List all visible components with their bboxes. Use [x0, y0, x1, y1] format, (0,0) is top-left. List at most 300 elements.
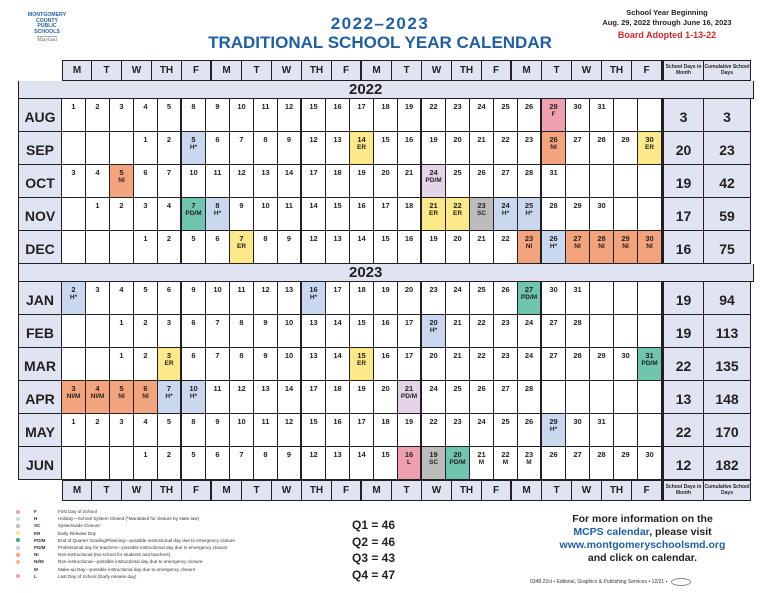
day-cell — [86, 315, 110, 348]
day-cell — [446, 198, 470, 231]
day-cell — [566, 447, 590, 480]
day-number: 22 — [453, 201, 462, 210]
day-cell — [278, 447, 302, 480]
day-cell — [542, 282, 566, 315]
day-cell — [422, 132, 446, 165]
day-cell — [614, 99, 638, 132]
weekday-header: T — [242, 480, 272, 501]
day-number: 14 — [357, 450, 366, 459]
day-number: 11 — [261, 417, 270, 426]
day-number: 2 — [166, 450, 172, 459]
day-cell — [302, 447, 326, 480]
day-number: 16 — [357, 201, 366, 210]
day-cell — [158, 348, 182, 381]
day-cell — [374, 231, 398, 264]
day-number: 27 — [573, 450, 582, 459]
days-in-month: 19 — [662, 165, 704, 198]
day-number: 11 — [285, 201, 293, 210]
day-cell — [230, 198, 254, 231]
day-cell — [566, 99, 590, 132]
logo-line: PUBLIC — [37, 23, 57, 30]
day-code: H* — [189, 392, 198, 400]
day-number: 7 — [239, 135, 244, 144]
day-cell — [566, 315, 590, 348]
day-cell — [326, 315, 350, 348]
day-cell — [614, 315, 638, 348]
legend-abbr: L — [34, 573, 37, 579]
day-number: 14 — [309, 201, 318, 210]
day-cell — [182, 132, 206, 165]
day-cell — [326, 165, 350, 198]
day-number: 10 — [284, 351, 294, 360]
day-cell — [374, 99, 398, 132]
day-cell — [494, 282, 518, 315]
day-number: 9 — [215, 417, 220, 426]
legend-item — [16, 522, 235, 529]
day-cell — [302, 381, 326, 414]
day-cell — [158, 315, 182, 348]
weekday-header: W — [422, 480, 452, 501]
day-number: 16 — [333, 417, 342, 426]
day-cell — [62, 282, 86, 315]
calendar-grid — [18, 60, 754, 501]
day-cell — [494, 414, 518, 447]
day-number: 6 — [143, 168, 148, 177]
legend-item — [16, 558, 235, 565]
legend-item — [16, 515, 235, 522]
mcps-logo — [22, 13, 72, 44]
day-cell — [614, 282, 638, 315]
day-number: 18 — [333, 168, 342, 177]
cumulative-days: 94 — [704, 282, 751, 315]
day-number: 1 — [71, 102, 76, 111]
day-number: 22 — [477, 318, 486, 327]
weekday-header: M — [362, 480, 392, 501]
weekday-header: T — [242, 60, 272, 81]
day-number: 5 — [119, 384, 124, 393]
day-number: 19 — [357, 168, 366, 177]
day-cell — [62, 315, 86, 348]
day-cell — [374, 348, 398, 381]
day-cell — [254, 447, 278, 480]
day-code: NI — [142, 392, 149, 400]
day-cell — [542, 231, 566, 264]
weekday-header: TH — [602, 60, 632, 81]
day-number: 10 — [237, 417, 246, 426]
day-cell — [446, 348, 470, 381]
day-number: 22 — [429, 417, 438, 426]
day-number: 29 — [621, 234, 630, 243]
day-cell — [230, 414, 254, 447]
day-number: 21 — [453, 318, 462, 327]
cumulative-days: 23 — [704, 132, 751, 165]
day-cell — [398, 231, 422, 264]
day-code: H* — [189, 143, 198, 151]
day-number: 8 — [191, 102, 196, 111]
day-number: 13 — [309, 351, 318, 360]
weekday-header: W — [122, 480, 152, 501]
quarter-1: Q1 = 46 — [352, 518, 396, 532]
day-number: 6 — [143, 384, 148, 393]
day-cell — [518, 348, 542, 381]
day-cell — [254, 282, 278, 315]
day-number: 22 — [501, 135, 510, 144]
day-number: 31 — [597, 102, 606, 111]
day-number: 20 — [429, 318, 438, 327]
weekday-header: W — [272, 480, 302, 501]
day-number: 25 — [501, 417, 510, 426]
day-number: 2 — [166, 234, 172, 243]
day-code: PD/M — [520, 293, 538, 301]
day-cell — [206, 198, 230, 231]
days-in-month: 19 — [662, 315, 704, 348]
footer — [530, 578, 760, 586]
day-cell — [110, 315, 134, 348]
day-number: 25 — [453, 168, 462, 177]
day-cell — [62, 99, 86, 132]
day-cell — [278, 165, 302, 198]
day-cell — [518, 414, 542, 447]
day-cell — [398, 165, 422, 198]
day-number: 3 — [71, 168, 76, 177]
day-cell — [182, 348, 206, 381]
day-number: 20 — [453, 234, 462, 243]
day-number: 20 — [453, 135, 462, 144]
day-cell — [326, 198, 350, 231]
day-cell — [110, 414, 134, 447]
day-number: 23 — [453, 417, 462, 426]
day-number: 17 — [333, 285, 342, 294]
day-number: 24 — [477, 102, 486, 111]
info-line: For more information on the — [572, 513, 713, 525]
day-number: 5 — [191, 135, 196, 144]
days-in-month: 22 — [662, 414, 704, 447]
day-cell — [374, 165, 398, 198]
day-cell — [182, 198, 206, 231]
day-number: 8 — [263, 450, 268, 459]
day-number: 16 — [309, 285, 318, 294]
day-number: 30 — [597, 201, 606, 210]
day-number: 17 — [309, 168, 318, 177]
day-number: 31 — [645, 351, 654, 360]
day-number: 18 — [381, 417, 390, 426]
day-cell — [494, 231, 518, 264]
day-cell — [590, 132, 614, 165]
day-cell — [254, 414, 278, 447]
legend-color-dot-icon — [16, 510, 20, 514]
day-cell — [542, 447, 566, 480]
weekday-header: F — [182, 480, 212, 501]
day-cell — [134, 165, 158, 198]
day-number: 5 — [119, 168, 124, 177]
day-number: 31 — [597, 417, 606, 426]
day-cell — [446, 99, 470, 132]
day-cell — [566, 231, 590, 264]
weekday-header: F — [182, 60, 212, 81]
day-cell — [638, 282, 662, 315]
day-cell — [542, 99, 566, 132]
day-cell — [494, 99, 518, 132]
day-number: 16 — [333, 102, 342, 111]
weekday-header: M — [62, 60, 92, 81]
day-code: NI — [525, 242, 533, 250]
day-number: 13 — [333, 234, 342, 243]
day-number: 12 — [261, 285, 270, 294]
day-number: 1 — [119, 351, 124, 360]
legend-item — [16, 566, 235, 573]
day-cell — [206, 348, 230, 381]
day-cell — [230, 99, 254, 132]
day-cell — [134, 381, 158, 414]
weekday-header: W — [122, 60, 152, 81]
day-number: 17 — [309, 384, 318, 393]
day-cell — [494, 132, 518, 165]
weekday-header: M — [512, 60, 542, 81]
month-row-mar — [18, 348, 754, 381]
legend — [16, 508, 235, 580]
day-cell — [326, 381, 350, 414]
day-code: ER — [356, 359, 367, 367]
legend-text: Systemwide Closure — [58, 523, 100, 529]
day-cell — [278, 315, 302, 348]
day-cell — [110, 447, 134, 480]
weekday-header: TH — [452, 480, 482, 501]
day-cell — [110, 348, 134, 381]
school-year-range: Aug. 29, 2022 through June 16, 2023 — [602, 18, 732, 27]
legend-abbr: ER — [34, 530, 41, 536]
day-cell — [302, 414, 326, 447]
day-number: 6 — [215, 450, 220, 459]
day-number: 5 — [191, 234, 196, 243]
day-cell — [590, 447, 614, 480]
footer-text: 0348.22ct • Editorial, Graphics & Publishing Services • 12/21 • — [530, 579, 668, 585]
day-number: 19 — [429, 135, 438, 144]
day-code: M — [526, 458, 532, 466]
day-code: H* — [525, 209, 533, 217]
day-cell — [158, 198, 182, 231]
day-number: 20 — [429, 351, 438, 360]
day-number: 16 — [404, 450, 414, 459]
day-number: 19 — [429, 234, 438, 243]
day-cell — [206, 315, 230, 348]
day-number: 9 — [286, 135, 292, 144]
day-number: 8 — [263, 234, 268, 243]
weekday-header: TH — [302, 60, 332, 81]
day-cell — [110, 231, 134, 264]
day-cell — [278, 132, 302, 165]
day-cell — [494, 447, 518, 480]
day-cell — [470, 165, 494, 198]
legend-color-dot-icon — [16, 553, 20, 557]
title-years: 2022–2023 — [330, 14, 430, 33]
day-cell — [182, 282, 206, 315]
day-number: 3 — [95, 285, 100, 294]
legend-text: Non-instructional—possible instructional day due to emergency closure — [58, 559, 203, 565]
day-number: 21 — [477, 234, 486, 243]
month-label: JUN — [18, 447, 62, 480]
day-number: 26 — [477, 384, 486, 393]
day-number: 30 — [573, 102, 582, 111]
day-number: 20 — [404, 285, 414, 294]
day-number: 8 — [263, 135, 268, 144]
day-cell — [566, 198, 590, 231]
day-number: 13 — [261, 384, 270, 393]
day-cell — [350, 282, 374, 315]
day-cell — [206, 282, 230, 315]
month-row-dec — [18, 231, 754, 264]
cumulative-days: 182 — [704, 447, 751, 480]
day-cell — [638, 447, 662, 480]
day-number: 21 — [453, 351, 462, 360]
day-number: 1 — [143, 135, 148, 144]
day-code: NI — [598, 242, 605, 250]
day-number: 12 — [309, 234, 318, 243]
month-label: APR — [18, 381, 62, 414]
day-cell — [398, 132, 422, 165]
day-number: 23 — [477, 201, 486, 210]
day-number: 2 — [166, 135, 172, 144]
legend-color-dot-icon — [16, 574, 20, 578]
day-number: 28 — [549, 201, 558, 210]
day-number: 2 — [143, 318, 148, 327]
day-number: 21 — [477, 135, 486, 144]
day-number: 16 — [404, 135, 414, 144]
day-code: F — [551, 110, 556, 118]
day-cell — [638, 348, 662, 381]
day-cell — [254, 348, 278, 381]
day-cell — [470, 231, 494, 264]
day-code: NI/M — [66, 392, 81, 400]
day-number: 25 — [477, 285, 486, 294]
days-in-month: 20 — [662, 132, 704, 165]
month-row-apr — [18, 381, 754, 414]
legend-color-dot-icon — [16, 538, 20, 542]
day-cell — [326, 132, 350, 165]
days-in-month: 13 — [662, 381, 704, 414]
day-cell — [254, 132, 278, 165]
quarter-totals — [352, 517, 395, 583]
day-number: 2 — [119, 201, 124, 210]
legend-abbr: PD/M — [34, 537, 46, 543]
day-cell — [62, 348, 86, 381]
day-cell — [86, 414, 110, 447]
day-number: 30 — [621, 351, 630, 360]
day-cell — [398, 282, 422, 315]
day-cell — [134, 348, 158, 381]
day-number: 21 — [429, 201, 438, 210]
day-cell — [230, 381, 254, 414]
day-code: PD/M — [400, 392, 418, 400]
day-number: 30 — [573, 417, 582, 426]
day-cell — [566, 414, 590, 447]
day-number: 16 — [404, 234, 414, 243]
cumulative-days: 75 — [704, 231, 751, 264]
day-number: 14 — [284, 168, 294, 177]
day-cell — [302, 282, 326, 315]
day-cell — [374, 381, 398, 414]
day-cell — [134, 315, 158, 348]
day-number: 5 — [143, 285, 148, 294]
day-cell — [254, 198, 278, 231]
day-number: 4 — [95, 168, 100, 177]
day-number: 20 — [453, 450, 462, 459]
day-cell — [206, 414, 230, 447]
day-cell — [614, 348, 638, 381]
day-code: PD/M — [185, 209, 202, 217]
day-number: 24 — [429, 168, 438, 177]
day-cell — [230, 315, 254, 348]
day-cell — [302, 231, 326, 264]
day-number: 23 — [524, 135, 534, 144]
day-number: 14 — [357, 135, 366, 144]
day-cell — [518, 198, 542, 231]
day-cell — [302, 348, 326, 381]
legend-color-dot-icon — [16, 546, 20, 550]
day-number: 3 — [71, 384, 76, 393]
day-number: 19 — [357, 384, 366, 393]
day-number: 21 — [404, 384, 414, 393]
day-cell — [326, 231, 350, 264]
cumulative-days: 59 — [704, 198, 751, 231]
day-number: 15 — [309, 102, 318, 111]
day-number: 12 — [309, 450, 318, 459]
day-cell — [182, 315, 206, 348]
day-cell — [566, 165, 590, 198]
day-number: 3 — [119, 102, 124, 111]
day-number: 27 — [573, 234, 582, 243]
day-number: 17 — [357, 417, 366, 426]
day-number: 25 — [453, 384, 462, 393]
day-code: NI — [550, 143, 557, 151]
board-adopted: Board Adopted 1-13-22 — [617, 30, 717, 40]
day-number: 25 — [501, 102, 510, 111]
day-number: 9 — [263, 351, 268, 360]
day-code: SC — [476, 209, 487, 217]
day-code: M — [478, 458, 485, 466]
website-link[interactable]: www.montgomeryschoolsmd.org — [559, 539, 726, 551]
day-number: 30 — [645, 135, 654, 144]
day-cell — [422, 414, 446, 447]
month-label: NOV — [18, 198, 62, 231]
day-code: NI/M — [90, 392, 105, 400]
day-number: 7 — [215, 318, 220, 327]
mcps-calendar-link[interactable]: MCPS calendar — [573, 526, 650, 538]
day-cell — [230, 282, 254, 315]
day-number: 14 — [284, 384, 294, 393]
day-cell — [350, 447, 374, 480]
day-cell — [614, 231, 638, 264]
day-cell — [254, 165, 278, 198]
school-year-label: School Year Beginning — [626, 8, 708, 17]
day-code: H* — [309, 293, 318, 301]
days-in-month-header: School Days in Month — [662, 60, 704, 81]
day-cell — [206, 99, 230, 132]
day-cell — [518, 99, 542, 132]
day-number: 17 — [357, 102, 366, 111]
day-number: 25 — [524, 201, 534, 210]
day-number: 21 — [404, 168, 414, 177]
day-cell — [542, 348, 566, 381]
day-code: M — [502, 458, 509, 466]
day-cell — [446, 447, 470, 480]
logo-line: SCHOOLS — [34, 28, 60, 35]
day-number: 23 — [501, 318, 510, 327]
day-code: ER — [644, 143, 655, 151]
day-number: 26 — [549, 450, 558, 459]
day-cell — [62, 447, 86, 480]
day-number: 29 — [621, 450, 630, 459]
day-number: 13 — [309, 318, 318, 327]
